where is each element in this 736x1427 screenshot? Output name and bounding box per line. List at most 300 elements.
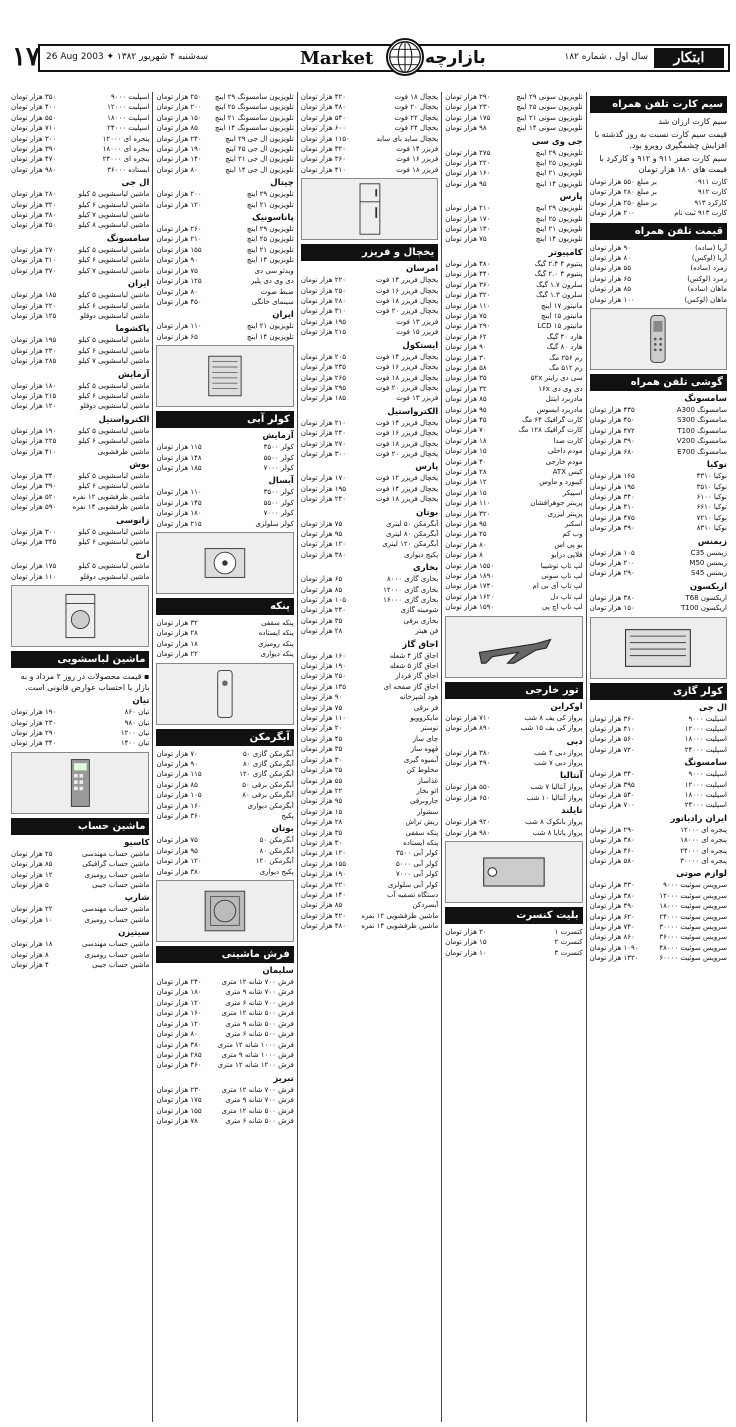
item-price: ۷۵ هزار تومان (300, 519, 343, 528)
item-name: پنجره ای ۱۸۰۰۰ (102, 145, 150, 154)
brand-subheading: سیتیزن (118, 928, 150, 939)
item-price: ۸۵ هزار تومان (300, 901, 343, 910)
fridge-icon (301, 178, 438, 240)
item-price: ۴ هزار تومان (11, 961, 49, 970)
price-row (301, 817, 438, 827)
item-name: پرواز کی یف ۱۵ شب (520, 724, 583, 733)
item-price: ۴۸۰ هزار تومان (445, 259, 491, 268)
price-row (156, 759, 293, 769)
price-row (301, 786, 438, 796)
item-price: ۹۵ هزار تومان (445, 179, 487, 188)
brand-subheading: سامسونگ (684, 394, 727, 405)
section-heading: آبگرمکن (156, 729, 293, 746)
item-price: ۲۵۰ هزار تومان (156, 93, 202, 101)
item-price: ۳۸۰ هزار تومان (156, 1040, 202, 1049)
price-row (445, 927, 582, 937)
price-column (8, 92, 152, 1422)
item-price: ۱۲۰ هزار تومان (11, 402, 57, 411)
item-price: ۵ هزار تومان (11, 881, 49, 890)
price-row (11, 870, 149, 880)
price-row (156, 287, 293, 297)
item-name: کولر آبی ۵۰۰۰ (396, 859, 439, 868)
price-row (156, 102, 293, 112)
item-name: سرویس سوئیت ۳۶۰۰۰ (659, 933, 727, 942)
section-heading: بلیت کنسرت (445, 907, 582, 924)
price-row (301, 616, 438, 626)
item-price: ۶۵۰ هزار تومان (445, 793, 491, 802)
brand-subheading: الکترواستیل (98, 414, 150, 425)
section-heading: سیم کارت تلفن همراه (590, 96, 727, 113)
brand-subheading: پارس (559, 192, 583, 203)
item-price: ۲۳۵ هزار تومان (300, 363, 347, 372)
price-row (11, 502, 149, 512)
item-price: ۴۸۰ هزار تومان (300, 103, 347, 112)
price-columns (8, 92, 730, 1422)
item-price: ۳۲۰ هزار تومان (445, 291, 491, 300)
item-name: مایکروویو (410, 714, 439, 723)
item-price: ۹۰ هزار تومان (156, 256, 198, 265)
price-row (445, 405, 582, 415)
price-row (445, 384, 582, 394)
item-price: ۱۲۰ هزار تومان (156, 998, 202, 1007)
price-row (590, 548, 727, 558)
item-price: ۱۰۰ هزار تومان (589, 295, 635, 304)
price-row (11, 255, 149, 265)
brand-subheading: کاسیو (124, 837, 150, 848)
section-heading: کولر آبی (156, 411, 293, 428)
price-row (590, 502, 727, 512)
price-row (301, 605, 438, 615)
brand-subheading: آبسال (268, 476, 294, 487)
item-name: دستگاه تصفیه آب (387, 890, 439, 899)
item-price: ۱۵۹۰ هزار تومان (445, 603, 495, 612)
item-name: کارت صدا (553, 436, 583, 445)
item-price: ۴۳۵ هزار تومان (589, 406, 635, 415)
item-name: کولر آبی ۷۰۰۰ (396, 870, 439, 879)
price-row (11, 200, 149, 210)
item-name: یخچال فریزر ۱۲ فوت (375, 474, 439, 483)
item-name: اسپلیت ۹۰۰۰ (688, 714, 727, 723)
item-name: سرویس سوئیت ۹۰۰۰ (663, 881, 727, 890)
price-row (590, 523, 727, 533)
item-price: ۵۴۰ هزار تومان (300, 113, 347, 122)
item-name: آبگرمکن دیواری (247, 801, 294, 810)
item-name: یخچال فریزر ۱۶ فوت (375, 429, 439, 438)
item-price: ۱۱۵ هزار تومان (156, 443, 202, 452)
item-price: ۱۱۰ هزار تومان (156, 322, 202, 331)
brand-subheading: نوکیا (706, 460, 727, 471)
price-row (301, 352, 438, 362)
item-name: یخچال فریزر ۱۴ فوت (375, 276, 439, 285)
item-price: ۱۰۵ هزار تومان (589, 548, 635, 557)
price-row (11, 718, 149, 728)
item-name: ماشین حساب مهندسی (82, 940, 150, 949)
item-name: فرش ۱۲۰۰ شانه ۱۲ متری (217, 1061, 294, 1070)
item-price: ۱۲ هزار تومان (11, 870, 53, 879)
price-row (445, 179, 582, 189)
price-row (11, 738, 149, 748)
item-price: ۲۷۰ هزار تومان (300, 439, 347, 448)
item-name: ماشین حساب مهندسی (82, 849, 150, 858)
item-price: ۸۶۰ هزار تومان (589, 933, 635, 942)
item-name: تلویزیون سامسونگ ۲۵ اینچ (214, 103, 294, 112)
item-name: مودم خارجی (545, 457, 583, 466)
item-name: تلویزیون ال جی ۱۴ اینچ (225, 165, 294, 174)
item-price: ۲۸ هزار تومان (445, 468, 487, 476)
price-row (301, 102, 438, 112)
price-row (301, 165, 438, 175)
item-price: ۳۸۰ هزار تومان (445, 748, 491, 757)
item-price: ۶۵ هزار تومان (156, 332, 198, 341)
item-name: آبگرمکن ۸۰ لیتری (385, 529, 439, 538)
item-name: پنکه سقفی (405, 828, 439, 837)
price-row (156, 1008, 293, 1018)
price-row (156, 1116, 293, 1126)
price-column (297, 92, 441, 1422)
price-row (301, 428, 438, 438)
item-name: تلویزیون ۲۹ اینچ (246, 225, 294, 234)
item-price: ۱۵ هزار تومان (445, 938, 487, 947)
item-price: ۱۸۹۰ هزار تومان (445, 572, 495, 581)
item-price: ۵۵ هزار تومان (300, 776, 343, 785)
item-price: ۹۰ هزار تومان (300, 693, 343, 702)
item-price: ۸ هزار تومان (11, 950, 49, 959)
item-name: یخچال ۱۸ فوت (394, 93, 439, 101)
item-name: پرواز آنتالیا ۱۰ شب (526, 793, 583, 802)
item-name: ماشین لباسشویی ۸ کیلو (78, 221, 150, 230)
item-name: نوکیا ۶۱۰۰ (696, 492, 727, 501)
item-price: ۲۳۰ هزار تومان (156, 1085, 202, 1094)
item-name: تلویزیون ۲۹ اینچ (535, 204, 583, 213)
price-row (590, 243, 727, 253)
price-row (11, 92, 149, 102)
item-name: پرینتر جوهرافشان (530, 499, 583, 508)
item-name: پنتیوم ۴ ۲.۴ گیگ (534, 259, 583, 268)
item-price: ۵۵ هزار تومان (589, 264, 632, 273)
item-price: ۱۷۵ هزار تومان (11, 562, 57, 571)
item-price: ۱۶۵ هزار تومان (589, 472, 635, 481)
price-row (445, 948, 582, 958)
item-price: ۱۴۸ هزار تومان (156, 453, 202, 462)
item-price: بر مبلغ ۲۸۰ هزار تومان (589, 188, 657, 197)
price-row (445, 224, 582, 234)
price-row (11, 880, 149, 890)
price-row (11, 728, 149, 738)
item-name: سرویس سوئیت ۴۸۰۰۰ (659, 943, 727, 952)
item-price: ۳۸۰ هزار تومان (11, 211, 57, 220)
item-price: ۳۱۰ هزار تومان (11, 256, 57, 265)
price-column (441, 92, 585, 1422)
price-row (445, 782, 582, 792)
item-price: ۱۱۵۰ هزار تومان (300, 134, 350, 143)
item-price: ۷۵ هزار تومان (445, 235, 487, 244)
item-name: آبگرمکن برقی ۵۰ (242, 780, 294, 789)
item-price: ۳۲۰ هزار تومان (11, 200, 57, 209)
price-row (301, 723, 438, 733)
item-name: اسپلیت ۲۴۰۰۰ (107, 124, 150, 133)
brand-subheading: الکترواستیل (387, 406, 439, 417)
item-name: پنجره ای ۲۴۰۰۰ (680, 846, 727, 855)
price-row (301, 383, 438, 393)
price-row (156, 442, 293, 452)
item-price: ۳۸۰ هزار تومان (589, 836, 635, 845)
item-price: ۱۶۰ هزار تومان (156, 1009, 202, 1018)
item-name: ماشین لباسشویی ۶ کیلو (78, 482, 150, 491)
brand-subheading: پارس (415, 462, 439, 473)
item-price: ۱۸۰ هزار تومان (156, 988, 202, 997)
item-price: ۵۹۰ هزار تومان (11, 503, 57, 512)
price-row (590, 295, 727, 305)
item-name: سامسونگ S300 (677, 416, 727, 425)
price-row (156, 519, 293, 529)
item-price: ۳۸۰ هزار تومان (156, 867, 202, 876)
price-row (156, 977, 293, 987)
price-row (156, 801, 293, 811)
item-price: ۳۵ هزار تومان (445, 374, 487, 383)
item-name: ماشین لباسشویی ۶ کیلو (78, 538, 150, 546)
price-row (590, 800, 727, 810)
item-name: اسپلیت ۹۰۰۰ (688, 770, 727, 779)
item-price: ۵۴۰ هزار تومان (589, 791, 635, 799)
item-name: زمرد (لوکس) (687, 274, 727, 283)
item-name: یخچال فریزر ۱۸ فوت (375, 439, 439, 448)
item-name: ماشین حساب گرافیکی (82, 860, 150, 869)
item-price: ۵۵۰ هزار تومان (445, 783, 491, 792)
brand-subheading: آزمایش (117, 369, 150, 380)
section-heading: گوشی تلفن همراه (590, 374, 727, 391)
item-price: ۱۹۵ هزار تومان (11, 336, 57, 345)
item-price: ۱۶۰ هزار تومان (445, 169, 491, 178)
item-price: ۳۹۰ هزار تومان (589, 524, 635, 533)
item-price: ۱۲ هزار تومان (445, 478, 487, 487)
item-name: تیان ۹۸۰ (124, 718, 150, 727)
item-price: ۴۵ هزار تومان (300, 734, 343, 743)
price-row (156, 224, 293, 234)
price-row (590, 846, 727, 856)
item-name: کولر ۵۵۰۰ (263, 498, 294, 507)
price-row (156, 628, 293, 638)
price-row (301, 574, 438, 584)
price-row (590, 568, 727, 578)
item-name: آبگرمکن ۱۲۰ (255, 857, 294, 866)
item-price: ۳۵ هزار تومان (300, 616, 343, 625)
item-name: اسکنر (564, 520, 583, 529)
item-price: ۳۸۰ هزار تومان (589, 891, 635, 900)
item-name: اجاق گاز فردار (395, 672, 439, 681)
price-row (445, 373, 582, 383)
item-price: ۳۲ هزار تومان (445, 384, 487, 393)
item-name: تلویزیون ۱۴ اینچ (246, 332, 294, 341)
price-row (301, 439, 438, 449)
item-price: ۲۲۰ هزار تومان (445, 159, 491, 168)
price-row (11, 189, 149, 199)
price-row (590, 198, 727, 208)
price-row (445, 214, 582, 224)
price-row (156, 987, 293, 997)
item-price: ۲۵۰ هزار تومان (300, 286, 347, 295)
item-name: نوکیا ۳۵۱۰ (696, 482, 727, 491)
price-column (586, 92, 730, 1422)
item-name: یخچال فریزر ۱۸ فوت (375, 495, 439, 504)
item-name: ضبط صوت (260, 287, 294, 296)
heater-icon (156, 663, 293, 725)
item-name: اسپلیت ۲۴۰۰۰ (684, 801, 727, 810)
item-price: ۲۹۵ هزار تومان (300, 383, 347, 392)
item-name: سلرون ۱.۳ گیگ (536, 291, 583, 300)
brand-subheading: سامسونگ (684, 758, 727, 769)
item-name: غذاساز (417, 776, 439, 785)
item-price: ۴۵ هزار تومان (445, 415, 487, 424)
item-name: پکیج (281, 812, 294, 821)
item-price: ۷۸ هزار تومان (156, 1116, 198, 1125)
item-name: فرش ۵۰۰ شانه ۹ متری (225, 1019, 294, 1028)
item-name: اریکسون T68 (685, 593, 727, 602)
item-price: ۲۸ هزار تومان (300, 627, 343, 636)
item-price: ۱۱۰ هزار تومان (445, 301, 491, 310)
item-name: ریش تراش (405, 818, 439, 827)
item-name: ماشین لباسشویی ۵ کیلو (78, 381, 150, 390)
item-name: ماشین لباسشویی ۵ کیلو (78, 527, 150, 536)
item-price: ۲۲ هزار تومان (300, 786, 343, 795)
item-price: ۲۰ هزار تومان (300, 724, 343, 733)
item-name: کولر ۳۵۰۰ (263, 443, 294, 452)
item-price: ۷۵ هزار تومان (156, 266, 198, 275)
item-price: ۸۵ هزار تومان (11, 860, 53, 869)
item-price: ۲۸۵ هزار تومان (11, 357, 57, 366)
price-row (156, 1060, 293, 1070)
item-name: فن هیتر (415, 627, 439, 636)
item-price: ۵۲۰ هزار تومان (11, 492, 57, 501)
page-number: ۱۷ (12, 42, 40, 72)
item-price: ۱۸۵ هزار تومان (300, 394, 347, 403)
item-name: یخچال فریزر ۱۸ فوت (375, 297, 439, 306)
item-name: تلویزیون ۲۵ اینچ (535, 159, 583, 168)
item-name: یخچال فریزر ۱۴ فوت (375, 418, 439, 427)
item-name: کارت ۹۱۳ ثبت نام (674, 209, 727, 218)
item-name: اسپلیت ۱۸۰۰۰ (684, 735, 727, 744)
item-price: ۴۵۰ هزار تومان (11, 221, 57, 230)
item-name: ماهان (ساده) (687, 285, 727, 294)
item-price: ۴۵۰ هزار تومان (589, 416, 635, 425)
item-price: ۱۰ هزار تومان (445, 948, 487, 957)
price-row (590, 492, 727, 502)
price-row (301, 494, 438, 504)
item-price: ۱۵ هزار تومان (300, 807, 343, 816)
item-name: کارکرد ۹۱۳ (694, 198, 727, 207)
carpet-icon (156, 880, 293, 942)
item-name: تلویزیون ۱۴ اینچ (535, 179, 583, 188)
item-name: هارد ۴۰ گیگ (546, 332, 583, 341)
item-price: ۱۹۰ هزار تومان (156, 145, 202, 154)
item-price: ۱۶۰ هزار تومان (156, 801, 202, 810)
item-name: اسپیکر (562, 488, 583, 497)
price-row (301, 134, 438, 144)
item-price: ۲۸۰ هزار تومان (300, 297, 347, 306)
price-row (301, 449, 438, 459)
item-price: ۲۸ هزار تومان (156, 629, 198, 638)
item-price: ۳۶۰ هزار تومان (300, 155, 347, 164)
item-name: لپ تاپ سونی (541, 572, 583, 581)
item-price: ۴۵۰ هزار تومان (156, 297, 202, 306)
item-price: ۹۵ هزار تومان (300, 529, 343, 538)
item-price: ۲۰ هزار تومان (445, 927, 487, 936)
price-row (156, 453, 293, 463)
item-price: ۴۷۰ هزار تومان (11, 155, 57, 164)
item-price: ۴۱۰ هزار تومان (589, 503, 635, 512)
brand-subheading: شارپ (124, 893, 150, 904)
item-name: ماشین لباسشویی ۵ کیلو (78, 471, 150, 480)
item-price: ۳۰۰ هزار تومان (11, 527, 57, 536)
section-title-fa: بازارچه (425, 48, 486, 68)
price-row (590, 780, 727, 790)
section-heading: تور خارجی (445, 682, 582, 699)
item-name: تیان ۸۶۰ (124, 708, 150, 717)
price-row (445, 425, 582, 435)
item-price: ۷۱۰ هزار تومان (11, 124, 57, 133)
price-row (301, 692, 438, 702)
item-name: ماشین لباسشویی دوقلو (80, 311, 150, 320)
item-price: ۱۸۵ هزار تومان (11, 291, 57, 300)
price-row (590, 447, 727, 457)
item-price: ۳۳۰ هزار تومان (589, 881, 635, 890)
item-price: ۱۵۵۰ هزار تومان (445, 561, 495, 570)
item-name: سامسونگ A300 (676, 406, 727, 415)
price-row (301, 306, 438, 316)
item-price: ۱۶۲۰ هزار تومان (445, 592, 495, 601)
price-row (590, 436, 727, 446)
price-row (11, 426, 149, 436)
item-price: ۷۲۰ هزار تومان (589, 745, 635, 754)
price-row (301, 682, 438, 692)
item-name: آبمیوه گیری (403, 755, 439, 764)
item-name: اجاق گاز ۴ شعله (389, 651, 439, 660)
item-price: ۲۲۰ هزار تومان (300, 880, 347, 889)
item-price: ۲۰۵ هزار تومان (300, 352, 347, 361)
item-name: تلویزیون ۲۵ اینچ (535, 214, 583, 223)
item-name: آبگرمکن ۵۰ لیتری (385, 519, 439, 528)
item-price: ۳۲۰ هزار تومان (300, 145, 347, 154)
price-row (301, 418, 438, 428)
ac-icon (590, 617, 727, 679)
item-price: ۲۸ هزار تومان (300, 818, 343, 827)
item-name: تلویزیون ۲۱ اینچ (246, 245, 294, 254)
item-price: ۸۵ هزار تومان (156, 124, 198, 133)
price-row (11, 904, 149, 914)
ticket-icon (445, 841, 582, 903)
price-row (445, 550, 582, 560)
item-name: کولر سلولزی (255, 519, 294, 528)
price-row (11, 492, 149, 502)
brand-subheading: پاکشوما (115, 324, 150, 335)
item-price: ۲۴۰ هزار تومان (156, 978, 202, 987)
item-name: پنکه ایستاده (258, 629, 294, 638)
price-row (445, 332, 582, 342)
item-price: ۹۸ هزار تومان (445, 124, 487, 133)
item-name: لپ تاپ آی بی ام (532, 582, 583, 591)
price-row (445, 529, 582, 539)
item-price: ۱۳۵ هزار تومان (300, 682, 347, 691)
item-name: کولر ۳۵۰۰ (263, 488, 294, 497)
brand-subheading: ال جی (121, 178, 150, 189)
item-name: پرواز کی یف ۸ شب (524, 713, 583, 722)
item-name: فرش ۷۰۰ شانه ۱۲ متری (221, 978, 294, 987)
price-row (445, 269, 582, 279)
item-name: پنتیوم ۴ ۲.۰ گیگ (534, 270, 583, 279)
item-price: ۳۵ هزار تومان (300, 828, 343, 837)
item-price: ۸۰ هزار تومان (156, 1030, 198, 1039)
item-name: پنجره ای ۲۴۰۰۰ (102, 155, 150, 164)
item-price: ۶۲ هزار تومان (445, 332, 487, 341)
